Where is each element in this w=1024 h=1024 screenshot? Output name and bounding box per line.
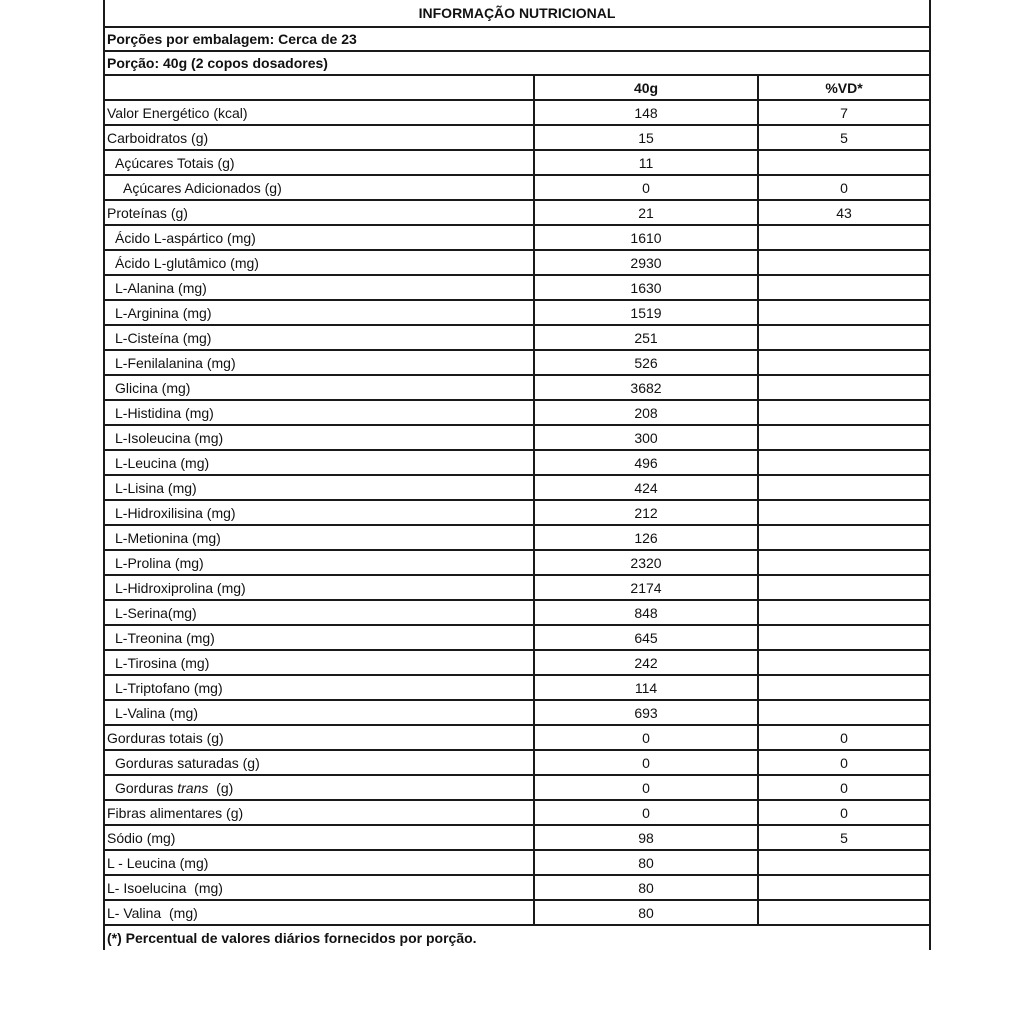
- nutrient-name: L-Cisteína (mg): [104, 325, 534, 350]
- nutrient-daily-value: 7: [758, 100, 930, 125]
- nutrient-name: Glicina (mg): [104, 375, 534, 400]
- nutrient-daily-value: [758, 625, 930, 650]
- table-row: [104, 100, 930, 125]
- table-row: [104, 375, 930, 400]
- nutrient-daily-value: 43: [758, 200, 930, 225]
- nutrient-amount: 126: [534, 525, 758, 550]
- nutrient-name: L-Serina(mg): [104, 600, 534, 625]
- nutrient-amount: 0: [534, 725, 758, 750]
- nutrient-daily-value: [758, 500, 930, 525]
- table-row: [104, 775, 930, 800]
- label-title: INFORMAÇÃO NUTRICIONAL: [104, 0, 930, 27]
- table-row: [104, 300, 930, 325]
- nutrient-daily-value: [758, 300, 930, 325]
- serving-size-row: [104, 51, 930, 75]
- nutrient-name: Ácido L-glutâmico (mg): [104, 250, 534, 275]
- nutrient-amount: 693: [534, 700, 758, 725]
- nutrient-name: L-Tirosina (mg): [104, 650, 534, 675]
- nutrient-daily-value: [758, 150, 930, 175]
- table-row: [104, 750, 930, 775]
- title-row: [104, 0, 930, 27]
- nutrient-amount: 11: [534, 150, 758, 175]
- nutrient-name: Carboidratos (g): [104, 125, 534, 150]
- table-row: [104, 225, 930, 250]
- nutrient-name: L-Leucina (mg): [104, 450, 534, 475]
- table-row: [104, 400, 930, 425]
- table-row: [104, 275, 930, 300]
- nutrient-daily-value: 5: [758, 125, 930, 150]
- nutrient-daily-value: [758, 600, 930, 625]
- nutrient-name: L-Arginina (mg): [104, 300, 534, 325]
- nutrient-daily-value: 5: [758, 825, 930, 850]
- nutrient-daily-value: 0: [758, 725, 930, 750]
- nutrient-amount: 208: [534, 400, 758, 425]
- nutrient-daily-value: [758, 525, 930, 550]
- nutrient-amount: 2174: [534, 575, 758, 600]
- nutrient-amount: 0: [534, 750, 758, 775]
- nutrient-name: L- Valina (mg): [104, 900, 534, 925]
- nutrient-name: L-Lisina (mg): [104, 475, 534, 500]
- servings-per-package: Porções por embalagem: Cerca de 23: [104, 27, 930, 51]
- nutrient-amount: 242: [534, 650, 758, 675]
- nutrient-amount: 0: [534, 175, 758, 200]
- nutrient-name-prefix: Gorduras: [115, 779, 178, 796]
- nutrient-daily-value: [758, 375, 930, 400]
- nutrient-name: Sódio (mg): [104, 825, 534, 850]
- nutrient-amount: 1630: [534, 275, 758, 300]
- nutrient-name: L-Isoleucina (mg): [104, 425, 534, 450]
- nutrient-name-italic: trans: [177, 779, 209, 796]
- nutrient-name: L-Prolina (mg): [104, 550, 534, 575]
- nutrient-name: Gorduras saturadas (g): [104, 750, 534, 775]
- table-row: [104, 600, 930, 625]
- nutrient-amount: 251: [534, 325, 758, 350]
- nutrient-amount: 645: [534, 625, 758, 650]
- nutrient-name: Açúcares Adicionados (g): [104, 175, 534, 200]
- table-row: [104, 150, 930, 175]
- table-row: [104, 175, 930, 200]
- nutrient-amount: 0: [534, 775, 758, 800]
- table-row: [104, 900, 930, 925]
- table-row: [104, 550, 930, 575]
- table-row: [104, 500, 930, 525]
- nutrition-table: [103, 0, 931, 950]
- nutrient-daily-value: [758, 675, 930, 700]
- nutrient-amount: 114: [534, 675, 758, 700]
- column-header-daily-value: %VD*: [758, 75, 930, 100]
- nutrient-amount: 424: [534, 475, 758, 500]
- nutrient-name: L-Histidina (mg): [104, 400, 534, 425]
- nutrient-amount: 1610: [534, 225, 758, 250]
- table-row: [104, 825, 930, 850]
- nutrient-daily-value: [758, 400, 930, 425]
- nutrient-daily-value: [758, 425, 930, 450]
- nutrient-name: L - Leucina (mg): [104, 850, 534, 875]
- table-row: [104, 850, 930, 875]
- table-row: [104, 725, 930, 750]
- nutrient-daily-value: [758, 650, 930, 675]
- nutrient-name: L-Fenilalanina (mg): [104, 350, 534, 375]
- nutrient-daily-value: [758, 275, 930, 300]
- nutrient-amount: 148: [534, 100, 758, 125]
- nutrient-daily-value: [758, 325, 930, 350]
- nutrient-name: Fibras alimentares (g): [104, 800, 534, 825]
- nutrient-name: [104, 775, 534, 800]
- table-row: [104, 325, 930, 350]
- nutrient-daily-value: [758, 225, 930, 250]
- nutrient-daily-value: [758, 450, 930, 475]
- nutrient-amount: 80: [534, 875, 758, 900]
- nutrient-amount: 80: [534, 850, 758, 875]
- table-row: [104, 125, 930, 150]
- nutrient-name: L-Valina (mg): [104, 700, 534, 725]
- table-row: [104, 625, 930, 650]
- footnote: (*) Percentual de valores diários fornecidos por porção.: [104, 925, 930, 950]
- nutrient-amount: 21: [534, 200, 758, 225]
- nutrient-name: L-Alanina (mg): [104, 275, 534, 300]
- nutrient-amount: 2320: [534, 550, 758, 575]
- nutrient-daily-value: 0: [758, 800, 930, 825]
- nutrient-amount: 300: [534, 425, 758, 450]
- nutrient-amount: 98: [534, 825, 758, 850]
- nutrient-name-suffix: (g): [208, 779, 234, 796]
- table-row: [104, 475, 930, 500]
- table-row: [104, 450, 930, 475]
- nutrient-name: L-Hidroxilisina (mg): [104, 500, 534, 525]
- nutrient-amount: 1519: [534, 300, 758, 325]
- servings-row: [104, 27, 930, 51]
- nutrient-amount: 80: [534, 900, 758, 925]
- nutrient-daily-value: [758, 700, 930, 725]
- nutrient-amount: 3682: [534, 375, 758, 400]
- nutrient-daily-value: [758, 875, 930, 900]
- column-header-nutrient: [104, 75, 534, 100]
- table-row: [104, 700, 930, 725]
- nutrient-daily-value: [758, 850, 930, 875]
- table-row: [104, 875, 930, 900]
- nutrient-daily-value: [758, 575, 930, 600]
- nutrient-amount: 526: [534, 350, 758, 375]
- nutrient-daily-value: [758, 250, 930, 275]
- nutrient-name: Ácido L-aspártico (mg): [104, 225, 534, 250]
- nutrition-facts-label: [103, 0, 929, 950]
- nutrient-name: Gorduras totais (g): [104, 725, 534, 750]
- nutrient-amount: 848: [534, 600, 758, 625]
- nutrient-name: L-Metionina (mg): [104, 525, 534, 550]
- nutrient-name: Valor Energético (kcal): [104, 100, 534, 125]
- nutrient-daily-value: [758, 900, 930, 925]
- nutrient-daily-value: 0: [758, 750, 930, 775]
- table-row: [104, 800, 930, 825]
- nutrient-amount: 212: [534, 500, 758, 525]
- column-header-amount: 40g: [534, 75, 758, 100]
- nutrient-name: Açúcares Totais (g): [104, 150, 534, 175]
- nutrient-name: L- Isoelucina (mg): [104, 875, 534, 900]
- nutrient-daily-value: 0: [758, 175, 930, 200]
- nutrient-name: L-Treonina (mg): [104, 625, 534, 650]
- table-row: [104, 575, 930, 600]
- table-row: [104, 200, 930, 225]
- nutrient-amount: 496: [534, 450, 758, 475]
- nutrient-amount: 15: [534, 125, 758, 150]
- table-row: [104, 350, 930, 375]
- table-row: [104, 425, 930, 450]
- nutrient-amount: 2930: [534, 250, 758, 275]
- table-row: [104, 525, 930, 550]
- nutrient-daily-value: [758, 350, 930, 375]
- nutrient-daily-value: [758, 550, 930, 575]
- nutrient-amount: 0: [534, 800, 758, 825]
- serving-size: Porção: 40g (2 copos dosadores): [104, 51, 930, 75]
- table-row: [104, 650, 930, 675]
- footnote-row: [104, 925, 930, 950]
- nutrient-name: L-Triptofano (mg): [104, 675, 534, 700]
- nutrient-name: Proteínas (g): [104, 200, 534, 225]
- nutrient-name: L-Hidroxiprolina (mg): [104, 575, 534, 600]
- table-row: [104, 675, 930, 700]
- table-row: [104, 250, 930, 275]
- nutrient-daily-value: [758, 475, 930, 500]
- nutrient-daily-value: 0: [758, 775, 930, 800]
- column-header-row: [104, 75, 930, 100]
